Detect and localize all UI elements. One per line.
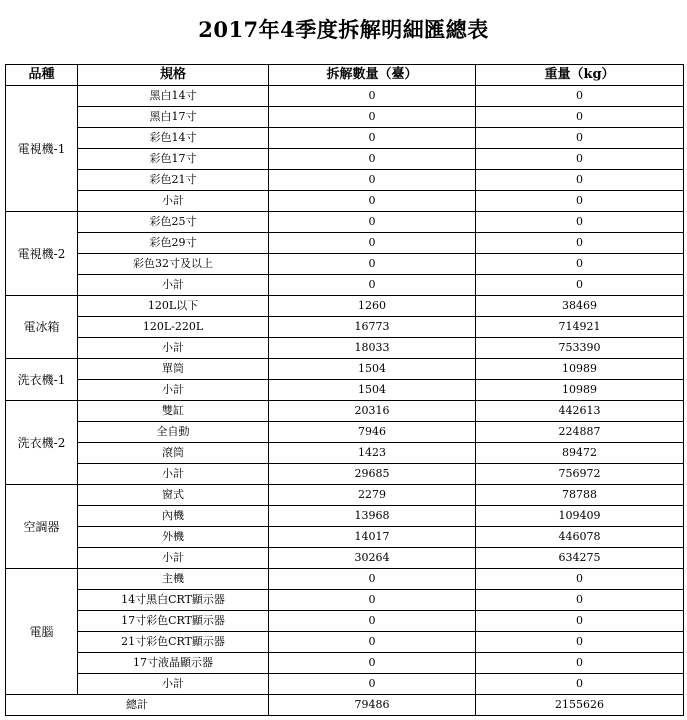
subtotal-row xyxy=(6,464,684,485)
subtotal-row xyxy=(6,338,684,359)
header-row xyxy=(6,65,684,86)
quantity-cell: 20316 xyxy=(269,401,476,422)
quantity-cell: 14017 xyxy=(269,527,476,548)
spec-cell: 主機 xyxy=(78,569,269,590)
spec-cell: 黑白14寸 xyxy=(78,86,269,107)
spec-cell: 彩色14寸 xyxy=(78,128,269,149)
quantity-cell: 0 xyxy=(269,233,476,254)
weight-cell: 0 xyxy=(476,212,684,233)
grand-total-row xyxy=(6,695,684,716)
dismantling-table xyxy=(5,64,684,716)
subtotal-row xyxy=(6,674,684,695)
spec-cell: 120L以下 xyxy=(78,296,269,317)
quantity-cell: 7946 xyxy=(269,422,476,443)
spec-cell: 彩色25寸 xyxy=(78,212,269,233)
weight-cell: 0 xyxy=(476,254,684,275)
table-row xyxy=(6,212,684,233)
table-row xyxy=(6,317,684,338)
table-row xyxy=(6,254,684,275)
table-row xyxy=(6,590,684,611)
subtotal-row xyxy=(6,191,684,212)
weight-cell: 0 xyxy=(476,191,684,212)
quantity-cell: 18033 xyxy=(269,338,476,359)
spec-cell: 17寸液晶顯示器 xyxy=(78,653,269,674)
weight-cell: 89472 xyxy=(476,443,684,464)
table-row xyxy=(6,359,684,380)
spec-cell: 彩色32寸及以上 xyxy=(78,254,269,275)
category-cell: 洗衣機-2 xyxy=(6,401,78,485)
quantity-cell: 0 xyxy=(269,653,476,674)
header-spec: 規格 xyxy=(78,65,269,86)
weight-cell: 0 xyxy=(476,569,684,590)
quantity-cell: 0 xyxy=(269,128,476,149)
grand-total-quantity: 79486 xyxy=(269,695,476,716)
weight-cell: 78788 xyxy=(476,485,684,506)
spec-cell: 小計 xyxy=(78,338,269,359)
spec-cell: 小計 xyxy=(78,548,269,569)
table-row xyxy=(6,86,684,107)
category-cell: 電視機-2 xyxy=(6,212,78,296)
quantity-cell: 1504 xyxy=(269,380,476,401)
weight-cell: 0 xyxy=(476,674,684,695)
page-title: 2017年4季度拆解明細匯總表 xyxy=(198,17,489,42)
quantity-cell: 1423 xyxy=(269,443,476,464)
quantity-cell: 16773 xyxy=(269,317,476,338)
quantity-cell: 30264 xyxy=(269,548,476,569)
spec-cell: 彩色17寸 xyxy=(78,149,269,170)
weight-cell: 756972 xyxy=(476,464,684,485)
table-body xyxy=(6,86,684,716)
weight-cell: 0 xyxy=(476,233,684,254)
spec-cell: 14寸黑白CRT顯示器 xyxy=(78,590,269,611)
category-cell: 電腦 xyxy=(6,569,78,695)
grand-total-label: 總計 xyxy=(6,695,269,716)
table-row xyxy=(6,149,684,170)
table-row xyxy=(6,422,684,443)
quantity-cell: 0 xyxy=(269,674,476,695)
table-row xyxy=(6,485,684,506)
spec-cell: 小計 xyxy=(78,464,269,485)
quantity-cell: 0 xyxy=(269,212,476,233)
spec-cell: 小計 xyxy=(78,674,269,695)
spec-cell: 滾筒 xyxy=(78,443,269,464)
weight-cell: 0 xyxy=(476,590,684,611)
weight-cell: 0 xyxy=(476,653,684,674)
table-row xyxy=(6,296,684,317)
category-cell: 空調器 xyxy=(6,485,78,569)
header-quantity: 拆解數量（臺） xyxy=(269,65,476,86)
spec-cell: 120L-220L xyxy=(78,317,269,338)
weight-cell: 10989 xyxy=(476,359,684,380)
spec-cell: 雙缸 xyxy=(78,401,269,422)
weight-cell: 10989 xyxy=(476,380,684,401)
weight-cell: 0 xyxy=(476,632,684,653)
spec-cell: 21寸彩色CRT顯示器 xyxy=(78,632,269,653)
weight-cell: 224887 xyxy=(476,422,684,443)
table-row xyxy=(6,401,684,422)
quantity-cell: 29685 xyxy=(269,464,476,485)
quantity-cell: 2279 xyxy=(269,485,476,506)
header-category: 品種 xyxy=(6,65,78,86)
table-row xyxy=(6,233,684,254)
quantity-cell: 0 xyxy=(269,170,476,191)
spec-cell: 小計 xyxy=(78,275,269,296)
quantity-cell: 0 xyxy=(269,107,476,128)
weight-cell: 0 xyxy=(476,86,684,107)
category-cell: 電視機-1 xyxy=(6,86,78,212)
spec-cell: 小計 xyxy=(78,191,269,212)
table-row xyxy=(6,506,684,527)
quantity-cell: 1260 xyxy=(269,296,476,317)
quantity-cell: 0 xyxy=(269,590,476,611)
subtotal-row xyxy=(6,380,684,401)
grand-total-weight: 2155626 xyxy=(476,695,684,716)
weight-cell: 0 xyxy=(476,275,684,296)
weight-cell: 38469 xyxy=(476,296,684,317)
spec-cell: 全自動 xyxy=(78,422,269,443)
spec-cell: 內機 xyxy=(78,506,269,527)
header-weight: 重量（kg） xyxy=(476,65,684,86)
quantity-cell: 1504 xyxy=(269,359,476,380)
table-row xyxy=(6,527,684,548)
quantity-cell: 0 xyxy=(269,569,476,590)
spec-cell: 黑白17寸 xyxy=(78,107,269,128)
table-row xyxy=(6,128,684,149)
table-row xyxy=(6,632,684,653)
subtotal-row xyxy=(6,548,684,569)
quantity-cell: 0 xyxy=(269,86,476,107)
category-cell: 洗衣機-1 xyxy=(6,359,78,401)
weight-cell: 109409 xyxy=(476,506,684,527)
weight-cell: 0 xyxy=(476,107,684,128)
table-row xyxy=(6,569,684,590)
weight-cell: 714921 xyxy=(476,317,684,338)
table-row xyxy=(6,107,684,128)
quantity-cell: 0 xyxy=(269,611,476,632)
quantity-cell: 0 xyxy=(269,254,476,275)
weight-cell: 0 xyxy=(476,170,684,191)
spec-cell: 外機 xyxy=(78,527,269,548)
spec-cell: 彩色29寸 xyxy=(78,233,269,254)
table-row xyxy=(6,170,684,191)
quantity-cell: 0 xyxy=(269,191,476,212)
weight-cell: 634275 xyxy=(476,548,684,569)
spec-cell: 單筒 xyxy=(78,359,269,380)
quantity-cell: 0 xyxy=(269,632,476,653)
spec-cell: 彩色21寸 xyxy=(78,170,269,191)
spec-cell: 小計 xyxy=(78,380,269,401)
table-row xyxy=(6,653,684,674)
spec-cell: 窗式 xyxy=(78,485,269,506)
weight-cell: 0 xyxy=(476,611,684,632)
quantity-cell: 0 xyxy=(269,149,476,170)
weight-cell: 442613 xyxy=(476,401,684,422)
weight-cell: 0 xyxy=(476,149,684,170)
subtotal-row xyxy=(6,275,684,296)
quantity-cell: 13968 xyxy=(269,506,476,527)
category-cell: 電冰箱 xyxy=(6,296,78,359)
table-row xyxy=(6,443,684,464)
weight-cell: 446078 xyxy=(476,527,684,548)
quantity-cell: 0 xyxy=(269,275,476,296)
spec-cell: 17寸彩色CRT顯示器 xyxy=(78,611,269,632)
table-row xyxy=(6,611,684,632)
weight-cell: 0 xyxy=(476,128,684,149)
weight-cell: 753390 xyxy=(476,338,684,359)
